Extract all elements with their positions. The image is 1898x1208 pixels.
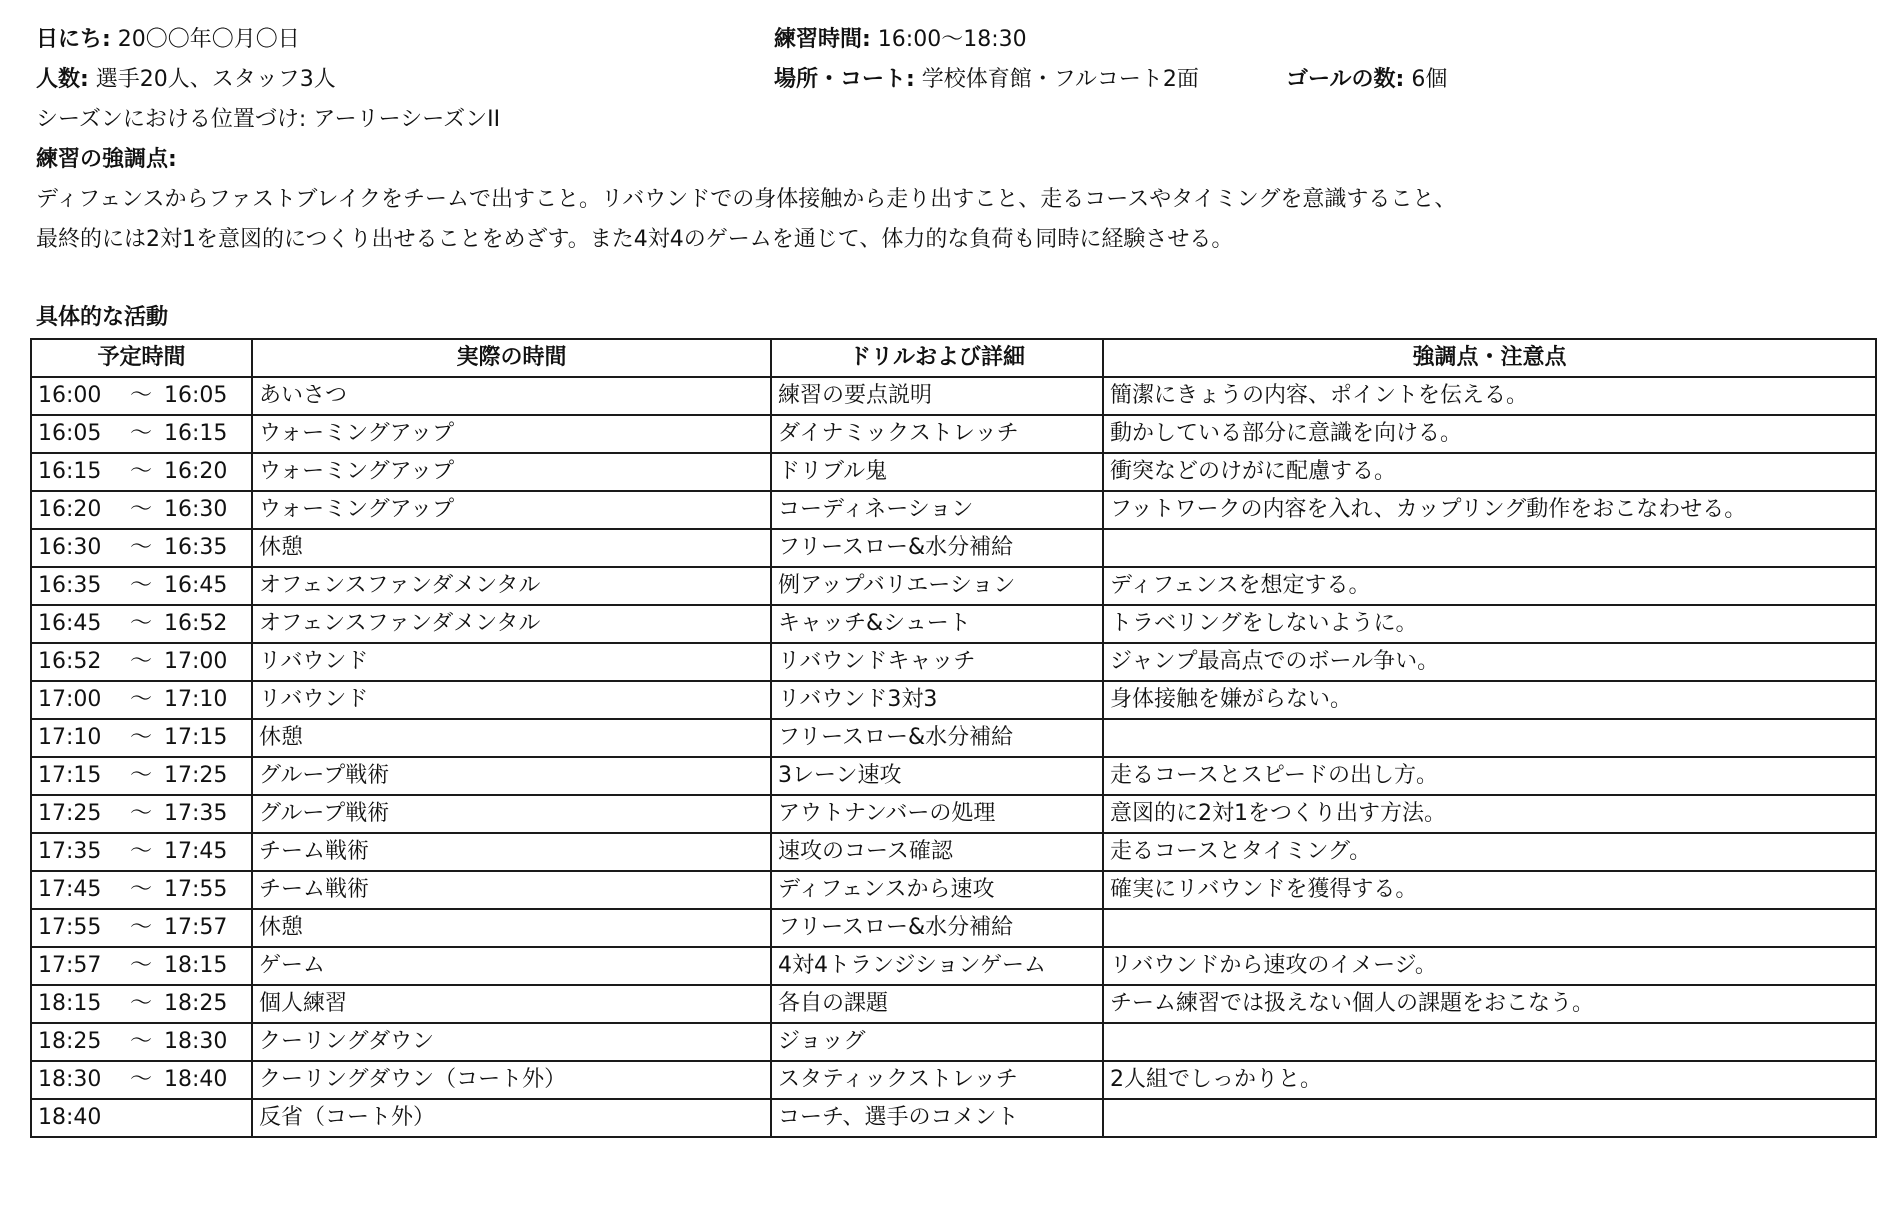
drill-cell: コーディネーション [771,491,1103,529]
drill-cell: 4対4トランジションゲーム [771,947,1103,985]
time-start: 16:05 [38,421,102,446]
time-separator: 〜 [129,611,152,636]
time-start: 18:15 [38,991,102,1016]
note-cell: 走るコースとスピードの出し方。 [1103,757,1876,795]
time-end: 17:00 [164,649,228,674]
time-separator: 〜 [129,877,152,902]
time-separator: 〜 [129,383,152,408]
table-row [31,377,1876,415]
scheduled-time-cell [31,1061,252,1099]
time-end: 17:25 [164,763,228,788]
time-start: 16:15 [38,459,102,484]
scheduled-time-cell [31,795,252,833]
table-row [31,1099,1876,1137]
note-cell: 確実にリバウンドを獲得する。 [1103,871,1876,909]
time-start: 17:55 [38,915,102,940]
time-start: 17:10 [38,725,102,750]
practice-time-label: 練習時間: [774,27,871,52]
note-cell: ジャンプ最高点でのボール争い。 [1103,643,1876,681]
info-line-2 [36,60,1876,100]
scheduled-time-cell [31,985,252,1023]
time-end: 18:30 [164,1029,228,1054]
time-end: 17:57 [164,915,228,940]
date-value: 20〇〇年〇月〇日 [110,27,300,52]
goals-label: ゴールの数: [1286,67,1405,92]
drill-cell: ダイナミックストレッチ [771,415,1103,453]
header-scheduled-time: 予定時間 [31,339,252,377]
time-end: 16:05 [164,383,228,408]
activity-cell: チーム戦術 [252,871,771,909]
table-row [31,605,1876,643]
scheduled-time-cell [31,1023,252,1061]
drill-cell: コーチ、選手のコメント [771,1099,1103,1137]
note-cell: フットワークの内容を入れ、カップリング動作をおこなわせる。 [1103,491,1876,529]
emphasis-text-line-1: ディフェンスからファストブレイクをチームで出すこと。リバウンドでの身体接触から走り出すこと、走るコースやタイミングを意識すること、 [36,187,1457,212]
time-separator: 〜 [129,497,152,522]
table-row [31,947,1876,985]
activity-cell: 休憩 [252,719,771,757]
time-end: 16:35 [164,535,228,560]
time-separator: 〜 [129,763,152,788]
table-row [31,529,1876,567]
header-actual-time: 実際の時間 [252,339,771,377]
time-separator: 〜 [129,687,152,712]
note-cell [1103,1099,1876,1137]
info-line-3 [36,100,1876,140]
time-start: 16:20 [38,497,102,522]
time-end: 18:15 [164,953,228,978]
drill-cell: 練習の要点説明 [771,377,1103,415]
time-start: 17:35 [38,839,102,864]
note-cell: 意図的に2対1をつくり出す方法。 [1103,795,1876,833]
activity-cell: ゲーム [252,947,771,985]
activity-cell: 休憩 [252,909,771,947]
drill-cell: フリースロー&水分補給 [771,529,1103,567]
scheduled-time-cell [31,415,252,453]
time-start: 17:25 [38,801,102,826]
place-label: 場所・コート: [774,67,915,92]
time-start: 16:00 [38,383,102,408]
season-value: アーリーシーズンII [306,107,501,132]
scheduled-time-cell [31,681,252,719]
time-separator: 〜 [129,953,152,978]
time-start: 16:30 [38,535,102,560]
table-row [31,909,1876,947]
scheduled-time-cell [31,605,252,643]
date-field [36,27,300,52]
note-cell: 衝突などのけがに配慮する。 [1103,453,1876,491]
time-end: 18:25 [164,991,228,1016]
activity-cell: あいさつ [252,377,771,415]
time-start: 17:15 [38,763,102,788]
time-separator: 〜 [129,649,152,674]
time-end: 17:10 [164,687,228,712]
practice-time-field [774,20,1027,60]
activity-cell: 休憩 [252,529,771,567]
time-end: 17:15 [164,725,228,750]
practice-time-value: 16:00〜18:30 [870,27,1027,52]
section-title: 具体的な活動 [36,305,169,330]
table-row [31,453,1876,491]
activity-cell: クーリングダウン [252,1023,771,1061]
scheduled-time-cell [31,567,252,605]
time-end: 16:52 [164,611,228,636]
table-row [31,719,1876,757]
time-start: 18:30 [38,1067,102,1092]
drill-cell: リバウンドキャッチ [771,643,1103,681]
time-separator: 〜 [129,421,152,446]
people-value: 選手20人、スタッフ3人 [88,67,336,92]
scheduled-time-cell [31,909,252,947]
table-row [31,681,1876,719]
scheduled-time-cell [31,643,252,681]
time-separator: 〜 [129,801,152,826]
note-cell: 動かしている部分に意識を向ける。 [1103,415,1876,453]
note-cell [1103,1023,1876,1061]
drill-cell: フリースロー&水分補給 [771,909,1103,947]
note-cell [1103,719,1876,757]
time-separator: 〜 [129,573,152,598]
goals-value: 6個 [1404,67,1448,92]
table-row [31,643,1876,681]
drill-cell: スタティックストレッチ [771,1061,1103,1099]
season-label: シーズンにおける位置づけ: [36,107,307,132]
time-end: 17:55 [164,877,228,902]
time-separator: 〜 [129,915,152,940]
activity-cell: クーリングダウン（コート外） [252,1061,771,1099]
note-cell: 2人組でしっかりと。 [1103,1061,1876,1099]
time-end: 17:45 [164,839,228,864]
people-field [36,67,336,92]
note-cell [1103,529,1876,567]
table-row [31,415,1876,453]
drill-cell: 速攻のコース確認 [771,833,1103,871]
drill-cell: 例アップバリエーション [771,567,1103,605]
scheduled-time-cell [31,833,252,871]
time-end: 16:15 [164,421,228,446]
time-end: 16:30 [164,497,228,522]
time-separator: 〜 [129,535,152,560]
scheduled-time-cell [31,871,252,909]
note-cell: 簡潔にきょうの内容、ポイントを伝える。 [1103,377,1876,415]
time-end: 16:20 [164,459,228,484]
table-row [31,1023,1876,1061]
activity-cell: ウォーミングアップ [252,491,771,529]
activity-cell: ウォーミングアップ [252,453,771,491]
time-start: 16:35 [38,573,102,598]
table-row [31,567,1876,605]
table-row [31,985,1876,1023]
note-cell: トラベリングをしないように。 [1103,605,1876,643]
drill-cell: 各自の課題 [771,985,1103,1023]
activity-cell: グループ戦術 [252,757,771,795]
drill-cell: キャッチ&シュート [771,605,1103,643]
table-row [31,833,1876,871]
note-cell: リバウンドから速攻のイメージ。 [1103,947,1876,985]
schedule-table-body [31,377,1876,1137]
scheduled-time-cell [31,719,252,757]
drill-cell: 3レーン速攻 [771,757,1103,795]
schedule-table [30,338,1877,1138]
table-row [31,491,1876,529]
scheduled-time-cell [31,453,252,491]
scheduled-time-cell [31,947,252,985]
note-cell [1103,909,1876,947]
scheduled-time-cell [31,377,252,415]
note-cell: ディフェンスを想定する。 [1103,567,1876,605]
time-start: 18:40 [38,1105,102,1130]
time-end: 17:35 [164,801,228,826]
drill-cell: ジョッグ [771,1023,1103,1061]
info-line-1 [36,20,1876,60]
time-start: 18:25 [38,1029,102,1054]
header-drill-details: ドリルおよび詳細 [771,339,1103,377]
time-separator: 〜 [129,1029,152,1054]
note-cell: 身体接触を嫌がらない。 [1103,681,1876,719]
note-cell: チーム練習では扱えない個人の課題をおこなう。 [1103,985,1876,1023]
time-separator: 〜 [129,1067,152,1092]
place-value: 学校体育館・フルコート2面 [914,67,1199,92]
drill-cell: フリースロー&水分補給 [771,719,1103,757]
people-label: 人数: [36,67,89,92]
time-separator: 〜 [129,839,152,864]
emphasis-label: 練習の強調点: [36,147,177,172]
activity-cell: グループ戦術 [252,795,771,833]
table-row [31,871,1876,909]
table-row [31,795,1876,833]
table-row [31,1061,1876,1099]
time-start: 16:52 [38,649,102,674]
place-field [774,60,1199,100]
time-separator: 〜 [129,459,152,484]
activity-cell: オフェンスファンダメンタル [252,567,771,605]
table-header-row [31,339,1876,377]
scheduled-time-cell [31,1099,252,1137]
activity-cell: 個人練習 [252,985,771,1023]
header-emphasis-notes: 強調点・注意点 [1103,339,1876,377]
activity-cell: チーム戦術 [252,833,771,871]
drill-cell: アウトナンバーの処理 [771,795,1103,833]
activity-cell: リバウンド [252,643,771,681]
time-start: 17:45 [38,877,102,902]
time-end: 18:40 [164,1067,228,1092]
time-separator: 〜 [129,725,152,750]
activity-cell: 反省（コート外） [252,1099,771,1137]
scheduled-time-cell [31,491,252,529]
time-start: 17:00 [38,687,102,712]
emphasis-text-line-2: 最終的には2対1を意図的につくり出せることをめざす。また4対4のゲームを通じて、体力的な負荷も同時に経験させる。 [36,227,1234,252]
time-separator: 〜 [129,991,152,1016]
time-start: 16:45 [38,611,102,636]
table-row [31,757,1876,795]
drill-cell: ドリブル鬼 [771,453,1103,491]
goals-field [1286,60,1447,100]
practice-info [36,20,1876,260]
activity-cell: リバウンド [252,681,771,719]
drill-cell: リバウンド3対3 [771,681,1103,719]
date-label: 日にち: [36,27,111,52]
scheduled-time-cell [31,757,252,795]
note-cell: 走るコースとタイミング。 [1103,833,1876,871]
time-start: 17:57 [38,953,102,978]
activity-cell: オフェンスファンダメンタル [252,605,771,643]
activity-cell: ウォーミングアップ [252,415,771,453]
time-end: 16:45 [164,573,228,598]
scheduled-time-cell [31,529,252,567]
drill-cell: ディフェンスから速攻 [771,871,1103,909]
